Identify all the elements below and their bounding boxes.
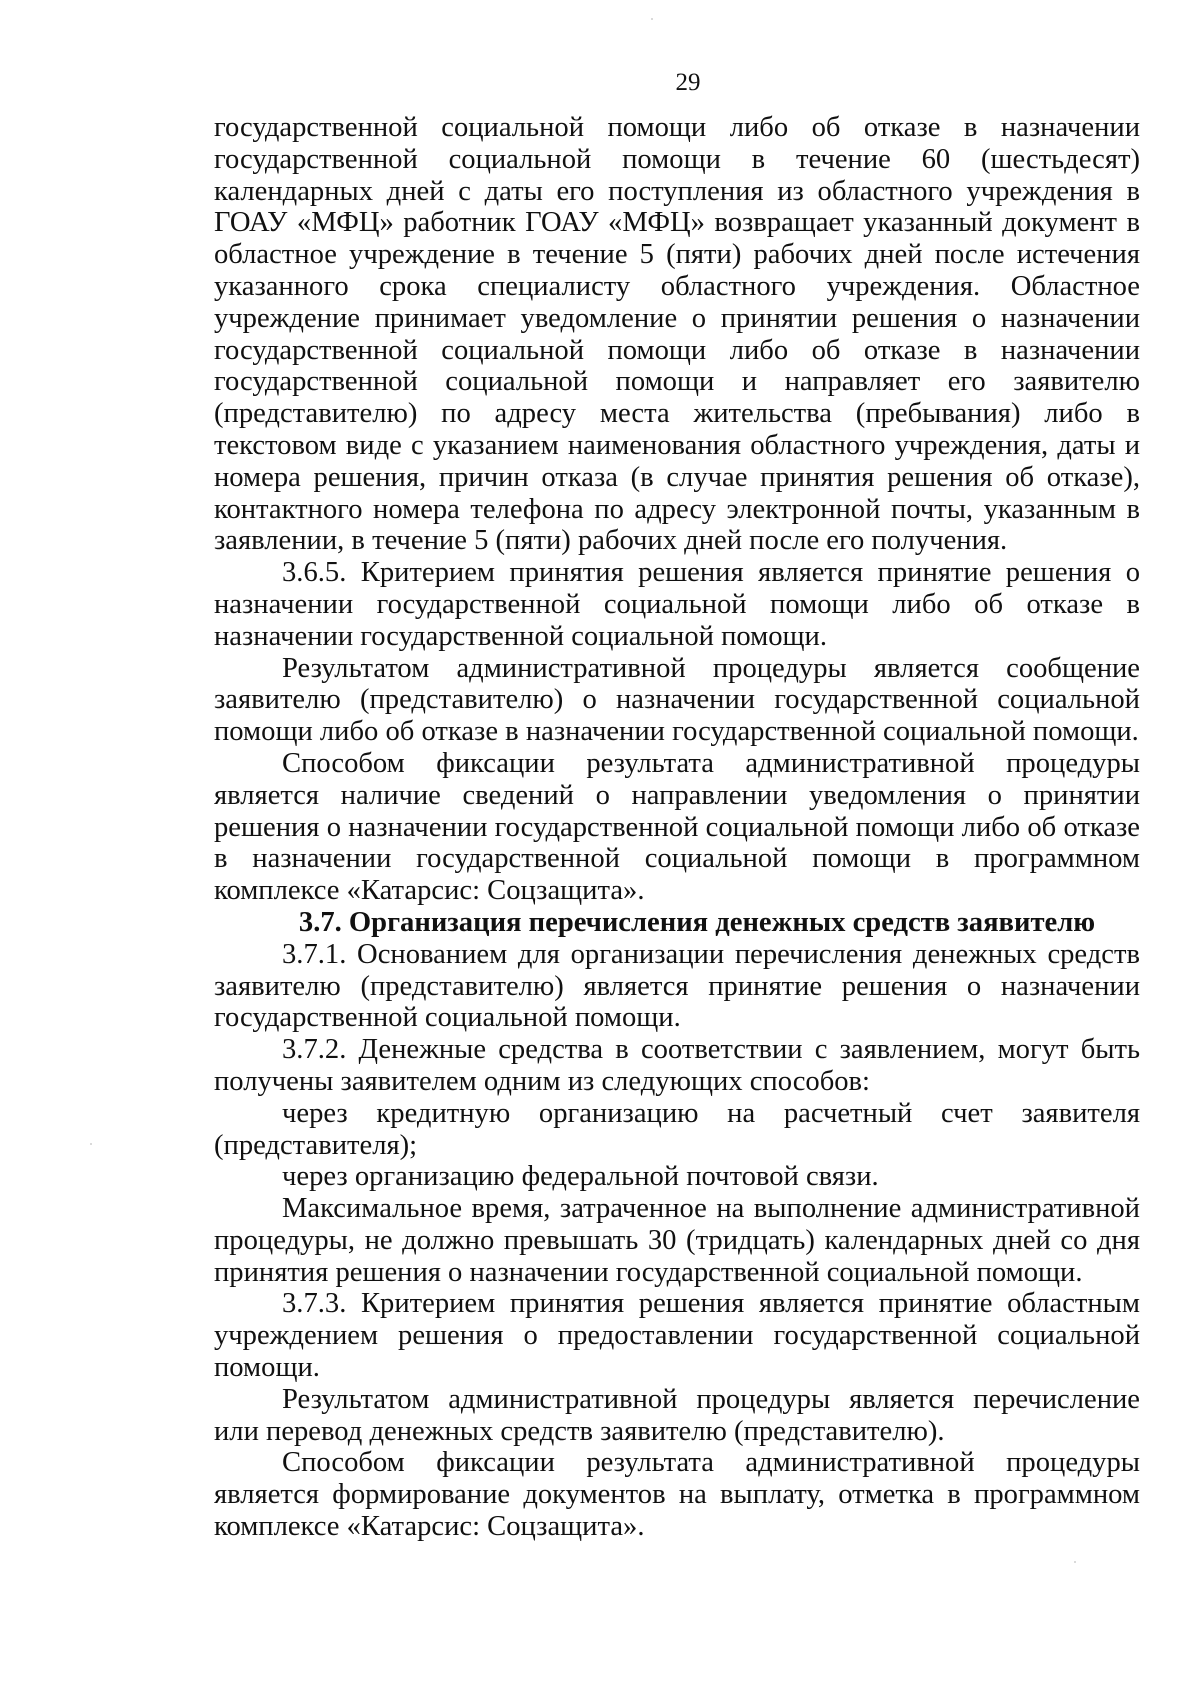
paragraph-result: Результатом административной процедуры является сообщение заявителю (представителю) о назначении государственной социальной помощи либо об отказе в назначении государственной социальной помощи. bbox=[214, 652, 1140, 748]
paragraph-3-7-3: 3.7.3. Критерием принятия решения является принятие областным учреждением решения о предоставлении государственной социальной помощи. bbox=[214, 1288, 1140, 1384]
page-number: 29 bbox=[675, 69, 701, 96]
paragraph-continuation: государственной социальной помощи либо об отказе в назначении государственной социальной помощи в течение 60 (шестьдесят) календарных дней с даты его поступления из областного учреждения в ГОАУ «МФЦ» работник ГОАУ «МФЦ» возвращает указанный документ в областное учреждение в течение 5 (пяти) рабочих дней после истечения указанного срока специалисту областного учреждения. Областное учреждение принимает уведомление о принятии решения о назначении государственной социальной помощи либо об отказе в назначении государственной социальной помощи и направляет его заявителю (представителю) по адресу места жительства (пребывания) либо в текстовом виде с указанием наименования областного учреждения, даты и номера решения, причин отказа (в случае принятия решения об отказе), контактного номера телефона по адресу электронной почты, указанным в заявлении, в течение 5 (пяти) рабочих дней после его получения. bbox=[214, 112, 1140, 557]
section-heading-3-7: 3.7. Организация перечисления денежных средств заявителю bbox=[298, 906, 1096, 938]
scan-speck bbox=[90, 1143, 92, 1145]
scan-speck bbox=[651, 18, 653, 20]
paragraph-fixation: Способом фиксации результата административной процедуры является наличие сведений о направлении уведомления о принятии решения о назначении государственной социальной помощи либо об отказе в назначении государственной социальной помощи в программном комплексе «Катарсис: Соцзащита». bbox=[214, 747, 1140, 907]
list-item-credit-organization: через кредитную организацию на расчетный счет заявителя (представителя); bbox=[214, 1097, 1140, 1161]
paragraph-max-time: Максимальное время, затраченное на выполнение административной процедуры, не должно превышать 30 (тридцать) календарных дней со дня принятия решения о назначении государственной социальной помощи. bbox=[214, 1193, 1140, 1288]
paragraph-3-7-2: 3.7.2. Денежные средства в соответствии с заявлением, могут быть получены заявителем одним из следующих способов: bbox=[214, 1034, 1140, 1097]
paragraph-result-transfer: Результатом административной процедуры является перечисление или перевод денежных средств заявителю (представителю). bbox=[214, 1383, 1140, 1447]
document-body bbox=[214, 112, 1140, 1543]
list-item-postal-service: через организацию федеральной почтовой связи. bbox=[282, 1161, 879, 1193]
paragraph-3-7-1: 3.7.1. Основанием для организации перечисления денежных средств заявителю (представителю) является принятие решения о назначении государственной социальной помощи. bbox=[214, 938, 1140, 1034]
scan-speck bbox=[1074, 1561, 1076, 1563]
paragraph-fixation-payment: Способом фиксации результата административной процедуры является формирование документов на выплату, отметка в программном комплексе «Катарсис: Соцзащита». bbox=[214, 1447, 1140, 1543]
paragraph-3-6-5: 3.6.5. Критерием принятия решения является принятие решения о назначении государственной социальной помощи либо об отказе в назначении государственной социальной помощи. bbox=[214, 557, 1140, 652]
